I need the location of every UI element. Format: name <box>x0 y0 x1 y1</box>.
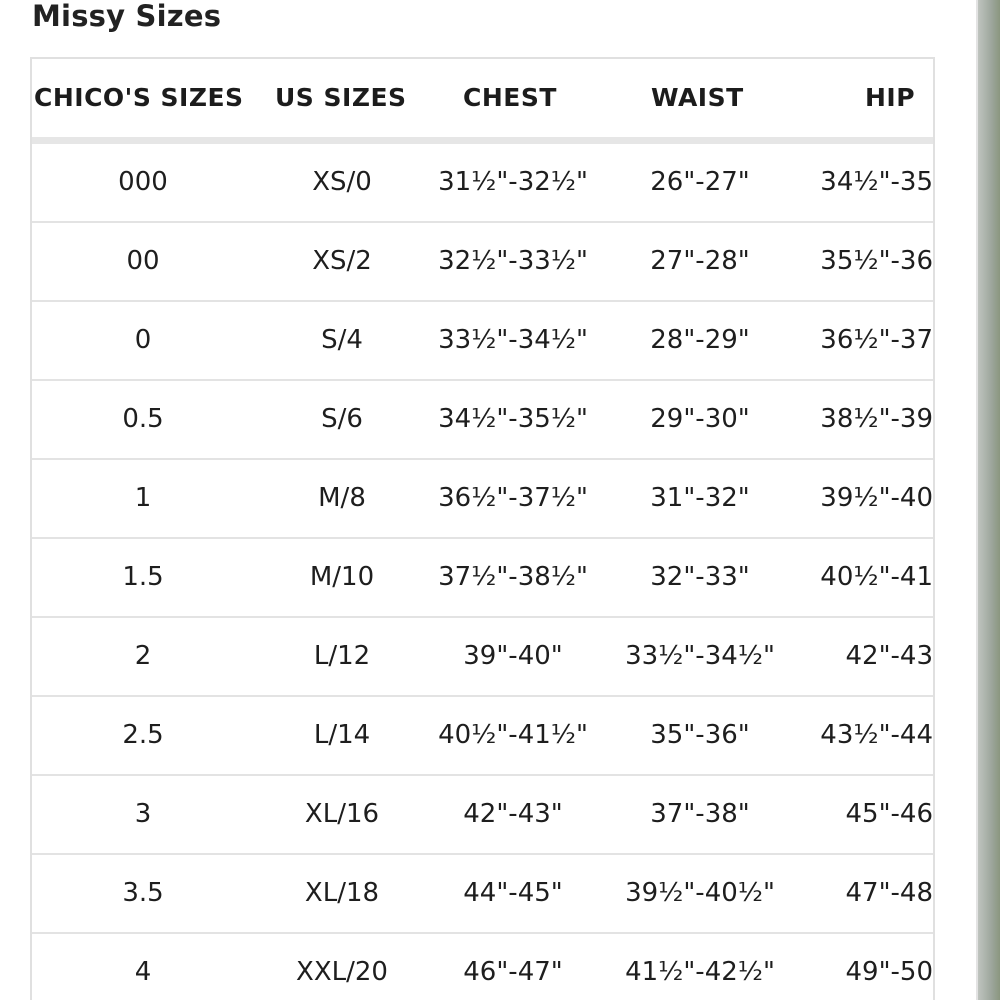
cell-hip: 42"-43 <box>845 641 933 671</box>
cell-chest: 37½"-38½" <box>438 562 588 592</box>
cell-chest: 42"-43" <box>463 799 563 829</box>
cell-chest: 33½"-34½" <box>438 325 588 355</box>
cell-chicos-size: 0 <box>134 325 152 355</box>
header-us-sizes: US SIZES <box>275 83 407 112</box>
cell-us-size: XS/2 <box>312 246 372 276</box>
size-chart-table <box>30 57 935 1000</box>
header-waist: WAIST <box>651 83 744 112</box>
cell-hip: 38½"-39 <box>820 404 933 434</box>
cell-chicos-size: 2 <box>134 641 152 671</box>
cell-waist: 37"-38" <box>650 799 750 829</box>
header-hip: HIP <box>865 83 916 112</box>
table-row <box>32 223 933 302</box>
cell-chicos-size: 3.5 <box>122 878 164 908</box>
cell-us-size: XL/18 <box>304 878 380 908</box>
cell-us-size: L/14 <box>313 720 371 750</box>
table-row <box>32 776 933 855</box>
cell-us-size: XL/16 <box>304 799 380 829</box>
cell-waist: 27"-28" <box>650 246 750 276</box>
cell-chest: 34½"-35½" <box>438 404 588 434</box>
cell-chicos-size: 1.5 <box>122 562 164 592</box>
header-chest: CHEST <box>463 83 557 112</box>
cell-waist: 41½"-42½" <box>625 957 775 987</box>
cell-hip: 47"-48 <box>845 878 933 908</box>
cell-waist: 39½"-40½" <box>625 878 775 908</box>
cell-hip: 35½"-36 <box>820 246 933 276</box>
cell-chest: 46"-47" <box>463 957 563 987</box>
cell-chicos-size: 00 <box>126 246 160 276</box>
cell-chest: 44"-45" <box>463 878 563 908</box>
table-row <box>32 855 933 934</box>
table-row <box>32 934 933 1000</box>
cell-us-size: M/8 <box>318 483 366 513</box>
table-row <box>32 618 933 697</box>
cell-chest: 32½"-33½" <box>438 246 588 276</box>
page-title: Missy Sizes <box>32 0 222 33</box>
cell-chicos-size: 4 <box>134 957 152 987</box>
cell-hip: 40½"-41 <box>820 562 933 592</box>
cell-hip: 43½"-44 <box>820 720 933 750</box>
cell-hip: 45"-46 <box>845 799 933 829</box>
cell-hip: 39½"-40 <box>820 483 933 513</box>
cell-us-size: S/4 <box>321 325 363 355</box>
cell-waist: 33½"-34½" <box>625 641 775 671</box>
table-row <box>32 697 933 776</box>
cell-us-size: XS/0 <box>312 167 372 197</box>
cell-chest: 31½"-32½" <box>438 167 588 197</box>
cell-chicos-size: 3 <box>134 799 152 829</box>
cell-us-size: S/6 <box>321 404 363 434</box>
cell-hip: 49"-50 <box>845 957 933 987</box>
cell-chest: 40½"-41½" <box>438 720 588 750</box>
cell-hip: 34½"-35 <box>820 167 933 197</box>
cell-waist: 32"-33" <box>650 562 750 592</box>
cell-chest: 36½"-37½" <box>438 483 588 513</box>
table-row <box>32 539 933 618</box>
cell-chicos-size: 000 <box>118 167 168 197</box>
cell-us-size: M/10 <box>309 562 375 592</box>
table-row <box>32 144 933 223</box>
cell-hip: 36½"-37 <box>820 325 933 355</box>
cell-chicos-size: 0.5 <box>122 404 164 434</box>
cell-waist: 28"-29" <box>650 325 750 355</box>
cell-waist: 31"-32" <box>650 483 750 513</box>
table-row <box>32 381 933 460</box>
cell-us-size: XXL/20 <box>296 957 388 987</box>
background-gutter <box>978 0 1000 1000</box>
cell-us-size: L/12 <box>313 641 371 671</box>
table-row <box>32 460 933 539</box>
header-chicos-sizes: CHICO'S SIZES <box>34 83 244 112</box>
cell-waist: 26"-27" <box>650 167 750 197</box>
table-header-row <box>32 59 933 144</box>
table-row <box>32 302 933 381</box>
cell-chicos-size: 2.5 <box>122 720 164 750</box>
cell-waist: 35"-36" <box>650 720 750 750</box>
cell-chest: 39"-40" <box>463 641 563 671</box>
cell-waist: 29"-30" <box>650 404 750 434</box>
cell-chicos-size: 1 <box>134 483 152 513</box>
